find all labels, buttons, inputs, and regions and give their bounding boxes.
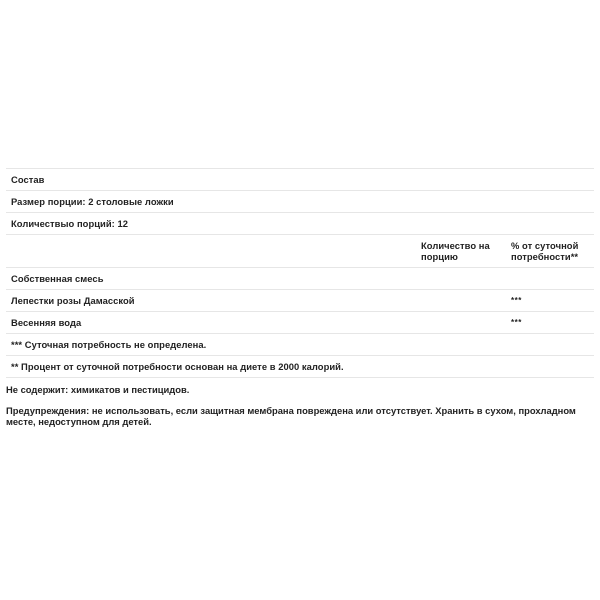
ingredient-amount xyxy=(416,312,506,334)
header-amount: Количество на порцию xyxy=(416,235,506,268)
supplement-facts-panel xyxy=(6,168,594,378)
column-header-row xyxy=(6,235,594,268)
servings-count-row xyxy=(6,213,594,235)
ingredient-dv: *** xyxy=(506,290,594,312)
table-row xyxy=(6,268,594,290)
ingredient-name: Весенняя вода xyxy=(6,312,416,334)
warnings-note: Предупреждения: не использовать, если защитная мембрана повреждена или отсутствует. Хранить в сухом, прохладном месте, недоступном для детей. xyxy=(6,405,576,427)
ingredient-name: Собственная смесь xyxy=(6,268,416,290)
header-blank xyxy=(6,235,416,268)
footnote-daily-value: ** Процент от суточной потребности основан на диете в 2000 калорий. xyxy=(6,356,594,378)
table-row xyxy=(6,290,594,312)
header-daily-value: % от суточной потребности** xyxy=(506,235,594,268)
ingredient-name: Лепестки розы Дамасской xyxy=(6,290,416,312)
serving-size-row xyxy=(6,191,594,213)
table-title-row xyxy=(6,169,594,191)
footnote-row xyxy=(6,356,594,378)
table-title: Состав xyxy=(6,169,594,191)
ingredient-amount xyxy=(416,268,506,290)
free-from-note: Не содержит: химикатов и пестицидов. xyxy=(6,384,190,395)
table-row xyxy=(6,312,594,334)
footnote-undefined: *** Суточная потребность не определена. xyxy=(6,334,594,356)
footnote-row xyxy=(6,334,594,356)
supplement-facts-table xyxy=(6,168,594,378)
product-notes xyxy=(6,384,594,437)
servings-count: Количествыо порций: 12 xyxy=(6,213,594,235)
ingredient-dv: *** xyxy=(506,312,594,334)
ingredient-dv xyxy=(506,268,594,290)
ingredient-amount xyxy=(416,290,506,312)
serving-size: Размер порции: 2 столовые ложки xyxy=(6,191,594,213)
